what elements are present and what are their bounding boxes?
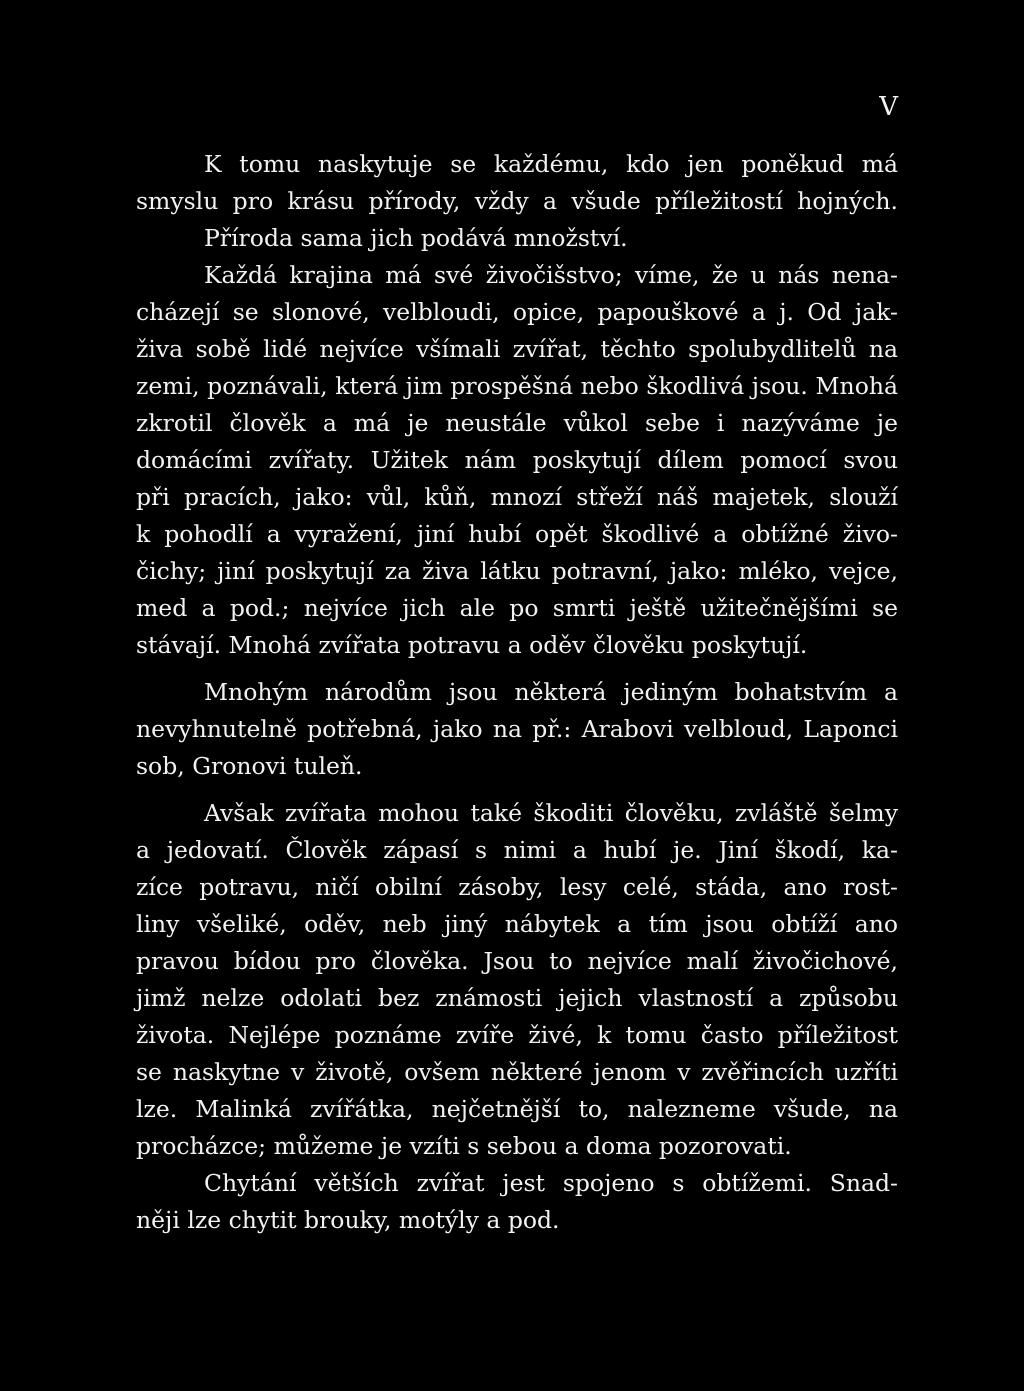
text-line: života. Nejlépe poznáme zvíře živé, k tomu často příležitost bbox=[136, 1021, 898, 1049]
text-line: Mnohým národům jsou některá jediným bohatstvím a bbox=[204, 678, 898, 706]
text-line: k pohodlí a vyražení, jiní hubí opět škodlivé a obtížné živo- bbox=[136, 520, 898, 548]
text-line: sob, Gronovi tuleň. bbox=[136, 752, 363, 780]
text-line: lze. Malinká zvířátka, nejčetnější to, nalezneme všude, na bbox=[136, 1095, 898, 1123]
text-line: Chytání větších zvířat jest spojeno s obtížemi. Snad- bbox=[204, 1169, 898, 1197]
text-line: zkrotil člověk a má je neustále vůkol sebe i nazýváme je bbox=[136, 409, 898, 437]
text-line: cházejí se slonové, velbloudi, opice, papouškové a j. Od jak- bbox=[136, 298, 898, 326]
text-line: při pracích, jako: vůl, kůň, mnozí střeží náš majetek, slouží bbox=[136, 483, 898, 511]
paragraph bbox=[136, 1165, 898, 1239]
paragraph bbox=[136, 795, 898, 1165]
text-line: liny všeliké, oděv, neb jiný nábytek a tím jsou obtíží ano bbox=[136, 910, 898, 938]
text-line: Příroda sama jich podává množství. bbox=[204, 224, 628, 252]
text-line: zemi, poznávali, která jim prospěšná nebo škodlivá jsou. Mnohá bbox=[136, 372, 898, 400]
paragraph bbox=[136, 674, 898, 785]
paragraph bbox=[136, 146, 898, 257]
text-line: K tomu naskytuje se každému, kdo jen poněkud má bbox=[204, 150, 898, 178]
paragraph bbox=[136, 257, 898, 664]
text-line: čichy; jiní poskytují za živa látku potravní, jako: mléko, vejce, bbox=[136, 557, 898, 585]
text-line: stávají. Mnohá zvířata potravu a oděv člověku poskytují. bbox=[136, 631, 808, 659]
text-line: med a pod.; nejvíce jich ale po smrti ještě užitečnějšími se bbox=[136, 594, 898, 622]
page-text bbox=[136, 146, 898, 1239]
text-line: smyslu pro krásu přírody, vždy a všude příležitostí hojných. bbox=[136, 187, 898, 215]
text-line: Avšak zvířata mohou také škoditi člověku, zvláště šelmy bbox=[204, 799, 898, 827]
text-line: procházce; můžeme je vzíti s sebou a doma pozorovati. bbox=[136, 1132, 792, 1160]
text-line: jimž nelze odolati bez známosti jejich vlastností a způsobu bbox=[136, 984, 898, 1012]
text-line: domácími zvířaty. Užitek nám poskytují dílem pomocí svou bbox=[136, 446, 898, 474]
text-line: něji lze chytit brouky, motýly a pod. bbox=[136, 1206, 560, 1234]
page-number: V bbox=[879, 92, 899, 122]
text-line: zíce potravu, ničí obilní zásoby, lesy celé, stáda, ano rost- bbox=[136, 873, 898, 901]
text-line: a jedovatí. Člověk zápasí s nimi a hubí je. Jiní škodí, ka- bbox=[136, 836, 898, 864]
text-line: Každá krajina má své živočišstvo; víme, že u nás nena- bbox=[204, 261, 898, 289]
text-line: se naskytne v životě, ovšem některé jenom v zvěřincích uzříti bbox=[136, 1058, 898, 1086]
text-line: živa sobě lidé nejvíce všímali zvířat, těchto spolubydlitelů na bbox=[136, 335, 898, 363]
text-line: pravou bídou pro člověka. Jsou to nejvíce malí živočichové, bbox=[136, 947, 898, 975]
text-line: nevyhnutelně potřebná, jako na př.: Arabovi velbloud, Laponci bbox=[136, 715, 898, 743]
